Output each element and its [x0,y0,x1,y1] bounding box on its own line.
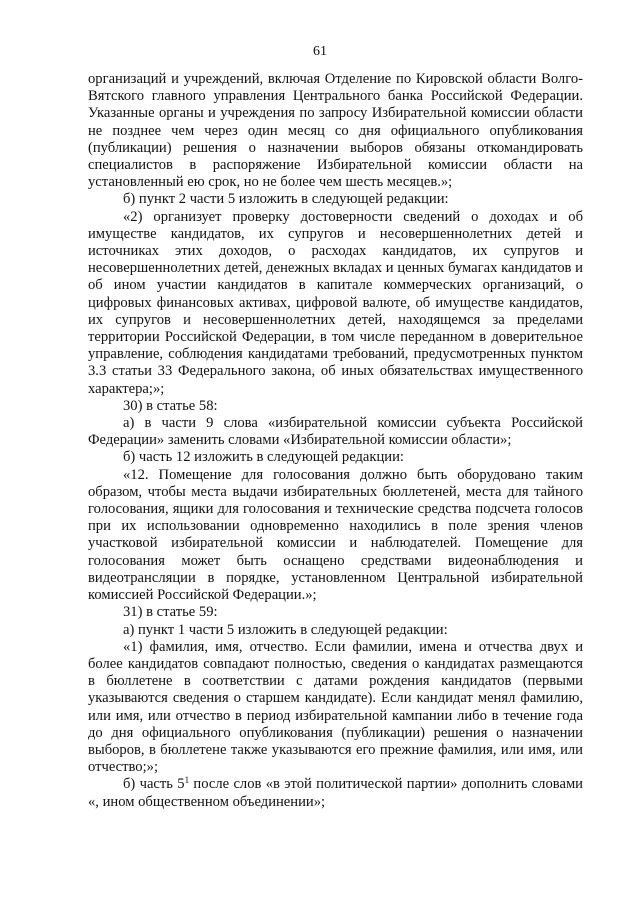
paragraph-last [88,776,583,810]
page-number: 61 [313,44,327,59]
paragraph: «2) организует проверку достоверности сведений о доходах и об имуществе кандидатов, их супругов и несовершеннолетних детей и источниках этих доходов, о расходах кандидатов, их супругов и несовершеннолетних детей, денежных вкладах и ценных бумагах кандидатов и об ином участии кандидатов в капитале коммерческих организаций, о цифровых финансовых активах, цифровой валюте, об имуществе кандидатов, их супругов и несовершеннолетних детей, находящемся за пределами территории Российской Федерации, в том числе переданном в доверительное управление, соблюдения кандидатами требований, предусмотренных пунктом 3.3 статьи 33 Федерального закона, об иных обязательствах имущественного характера;»; [88,208,583,397]
paragraph: 30) в статье 58: [123,397,218,414]
paragraph: б) часть 12 изложить в следующей редакции: [123,449,404,466]
last-paragraph-start: б) часть 5 [123,776,185,793]
paragraph: а) в части 9 слова «избирательной комиссии субъекта Российской Федерации» заменить словами «Избирательной комиссии области»; [88,415,583,449]
last-paragraph-end: после слов «в этой политической партии» дополнить словами «, ином общественном объединении»; [88,776,583,810]
paragraph: «1) фамилия, имя, отчество. Если фамилии, имена и отчества двух и более кандидатов совпадают полностью, сведения о кандидатах размещаются в бюллетене в соответствии с датами рождения кандидатов (первыми указываются сведения о старшем кандидате). Если кандидат менял фамилию, или имя, или отчество в период избирательной кампании либо в течение года до дня официального опубликования (публикации) решения о назначении выборов, в бюллетене также указываются его прежние фамилия, или имя, или отчество;»; [88,638,583,776]
superscript: 1 [184,775,190,786]
paragraph: «12. Помещение для голосования должно быть оборудовано таким образом, чтобы места выдачи избирательных бюллетеней, места для тайного голосования, ящики для голосования и технические средства подсчета голосов при их использовании одновременно находились в поле зрения членов участковой избирательной комиссии и наблюдателей. Помещение для голосования может быть оснащено средствами видеонаблюдения и видеотрансляции в порядке, установленном Центральной избирательной комиссией Российской Федерации.»; [88,466,583,604]
paragraph: 31) в статье 59: [123,604,218,621]
paragraph: б) пункт 2 части 5 изложить в следующей редакции: [123,191,449,208]
paragraph: а) пункт 1 части 5 изложить в следующей редакции: [123,621,448,638]
paragraph: организаций и учреждений, включая Отделение по Кировской области Волго-Вятского главного управления Центрального банка Российской Федерации. Указанные органы и учреждения по запросу Избирательной комиссии области не позднее чем через один месяц со дня официального опубликования (публикации) решения о назначении выборов обязаны откомандировать специалистов в распоряжение Избирательной комиссии области на установленный ею срок, но не более чем шесть месяцев.»; [88,71,583,191]
document-body [88,71,583,811]
